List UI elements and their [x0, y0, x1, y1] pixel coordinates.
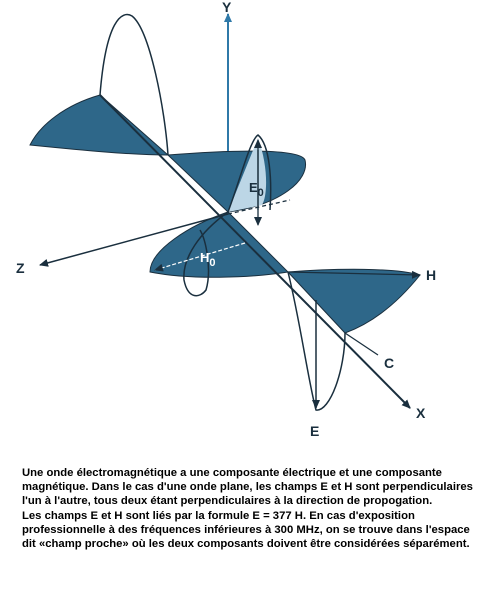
caption	[22, 466, 482, 551]
h0-main: H	[200, 250, 210, 265]
h-lobe-upper-left	[30, 95, 168, 155]
x-axis-label: X	[416, 405, 426, 421]
propagation-axis	[100, 95, 410, 408]
h0-subscript: 0	[209, 257, 216, 269]
h-axis-label: H	[426, 267, 437, 283]
e-axis-label: E	[310, 423, 320, 439]
y-axis-label: Y	[222, 0, 232, 15]
z-axis-label: Z	[16, 260, 25, 276]
c-pointer	[345, 333, 378, 355]
e0-subscript: 0	[257, 187, 264, 199]
c-label: C	[384, 355, 395, 371]
h0-lobe	[150, 212, 288, 277]
h-lobe-right	[288, 269, 420, 333]
caption-paragraph-2: Les champs E et H sont liés par la formule E = 377 H. En cas d'exposition professionnelle à des fréquences inférieures à 300 MHz, on se trouve dans l'espace dit «champ proche» où les deux composants doivent être considérées séparément.	[22, 509, 470, 551]
caption-paragraph-1: Une onde électromagnétique a une composante électrique et une composante magnétique. Dans le cas d'une onde plane, les champs E et H sont perpendiculaires l'un à l'autre, tous deux étant perpendiculaires à la direction de propogation.	[22, 467, 473, 508]
e0-main: E	[249, 180, 258, 195]
